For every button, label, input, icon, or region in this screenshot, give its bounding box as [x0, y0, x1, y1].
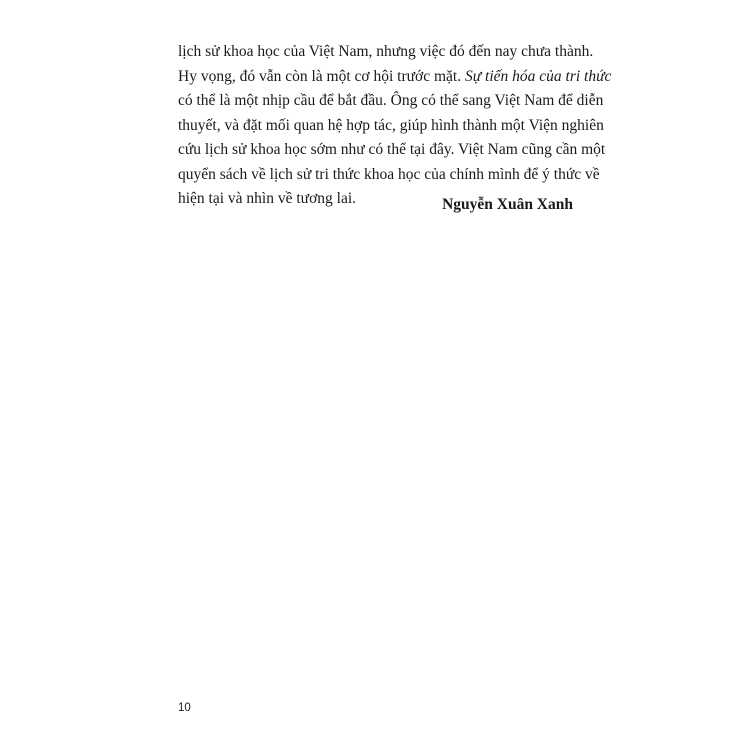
body-line-7: hiện tại và nhìn về tương lai. [178, 190, 357, 207]
author-signature: Nguyễn Xuân Xanh [442, 196, 573, 213]
body-line-5: cứu lịch sử khoa học sớm như có thể tại đây. Việt Nam cũng cần một [178, 141, 606, 158]
body-line-1: lịch sử khoa học của Việt Nam, nhưng việc đó đến nay chưa thành. [178, 43, 594, 60]
body-line-3: có thể là một nhịp cầu để bắt đầu. Ông có thể sang Việt Nam để diễn [178, 92, 604, 109]
page-number: 10 [178, 702, 191, 714]
body-line-6: quyển sách về lịch sử tri thức khoa học của chính mình để ý thức về [178, 165, 600, 183]
body-line-2 [178, 65, 612, 90]
body-line-2-text: Hy vọng, đó vẫn còn là một cơ hội trước mặt. [178, 67, 462, 85]
body-line-4: thuyết, và đặt mối quan hệ hợp tác, giúp hình thành một Viện nghiên [178, 116, 604, 134]
book-title-italic: Sự tiến hóa của tri thức [464, 67, 612, 85]
body-paragraph [178, 40, 612, 212]
